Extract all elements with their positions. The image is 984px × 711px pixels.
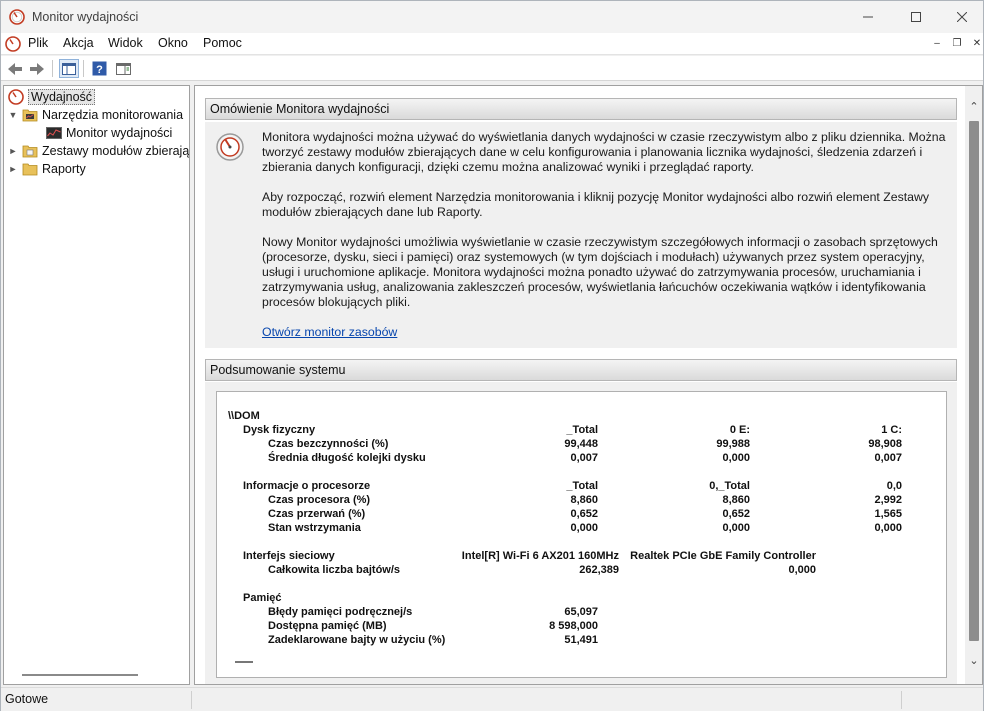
- counter-label: Czas procesora (%): [268, 494, 371, 506]
- child-restore-button[interactable]: ❐: [952, 38, 962, 49]
- menu-help[interactable]: Pomoc: [203, 36, 242, 50]
- toolbar-separator: [52, 60, 53, 77]
- overview-section-header[interactable]: Omówienie Monitora wydajności: [205, 98, 957, 120]
- counter-value: 0,000: [722, 522, 750, 534]
- counter-value: 2,992: [874, 494, 902, 506]
- perfmon-system-menu-icon[interactable]: [5, 36, 21, 52]
- tree-item-label: Raporty: [42, 162, 86, 176]
- chevron-right-icon[interactable]: ►: [8, 164, 18, 174]
- tree-item-reports[interactable]: [8, 160, 86, 178]
- tree-item-data-collector-sets[interactable]: [8, 142, 189, 160]
- menu-window[interactable]: Okno: [158, 36, 188, 50]
- content-pane: [194, 85, 983, 685]
- title-bar[interactable]: [1, 1, 983, 33]
- counter-value: 0,652: [722, 508, 750, 520]
- memory-section-title: Pamięć: [243, 592, 282, 604]
- show-hide-console-tree-icon[interactable]: [59, 59, 79, 78]
- overview-panel: [205, 122, 957, 348]
- summary-section-header[interactable]: Podsumowanie systemu: [205, 359, 957, 381]
- window-title: Monitor wydajności: [32, 10, 139, 24]
- overview-description: [262, 130, 952, 355]
- counter-label: Czas przerwań (%): [268, 508, 366, 520]
- child-minimize-button[interactable]: –: [934, 38, 940, 49]
- vertical-scrollbar[interactable]: [965, 86, 983, 684]
- menu-view[interactable]: Widok: [108, 36, 143, 50]
- minimize-button[interactable]: [845, 1, 891, 33]
- counter-label: Czas bezczynności (%): [268, 438, 389, 450]
- counter-label: Średnia długość kolejki dysku: [268, 452, 426, 464]
- counter-value: 0,007: [874, 452, 902, 464]
- counter-value: 65,097: [564, 606, 598, 618]
- counter-label: Stan wstrzymania: [268, 522, 361, 534]
- counter-value: 262,389: [579, 564, 619, 576]
- scrollbar-thumb[interactable]: [969, 121, 979, 641]
- disk-column-header: 0 E:: [729, 424, 750, 436]
- status-bar: [1, 687, 983, 711]
- counter-value: 98,908: [868, 438, 902, 450]
- counter-label: Zadeklarowane bajty w użyciu (%): [268, 634, 446, 646]
- cpu-column-header: 0,0: [886, 480, 902, 492]
- disk-section-title: Dysk fizyczny: [243, 424, 316, 436]
- tree-item-performance-monitor[interactable]: [46, 124, 172, 142]
- chevron-down-icon[interactable]: ▼: [8, 110, 18, 120]
- counter-value: 8 598,000: [549, 620, 598, 632]
- network-column-header: Realtek PCIe GbE Family Controller: [630, 550, 816, 562]
- performance-chart-icon: [46, 126, 62, 140]
- counter-value: 0,000: [788, 564, 816, 576]
- tree-item-label: Narzędzia monitorowania: [42, 108, 184, 122]
- close-button[interactable]: [939, 1, 984, 33]
- show-hide-action-pane-icon[interactable]: [113, 59, 133, 78]
- summary-panel: [205, 382, 957, 685]
- menu-file[interactable]: Plik: [28, 36, 49, 50]
- counter-label: Całkowita liczba bajtów/s: [268, 564, 401, 576]
- toolbar: [1, 56, 983, 81]
- menu-bar: [1, 33, 983, 55]
- scroll-up-icon[interactable]: ⌃: [969, 101, 979, 113]
- counter-value: 99,448: [564, 438, 598, 450]
- cpu-section-title: Informacje o procesorze: [243, 480, 371, 492]
- counter-value: 0,652: [570, 508, 598, 520]
- status-separator: [191, 691, 192, 709]
- cpu-column-header: _Total: [566, 480, 598, 492]
- tree-item-label: Monitor wydajności: [66, 126, 173, 140]
- counter-label: Błędy pamięci podręcznej/s: [268, 606, 413, 618]
- network-section-title: Interfejs sieciowy: [243, 550, 335, 562]
- folder-tools-icon: [22, 108, 38, 122]
- counter-value: 0,000: [570, 522, 598, 534]
- folder-icon: [22, 162, 38, 176]
- collapse-indicator: [235, 661, 253, 663]
- maximize-button[interactable]: [893, 1, 939, 33]
- scroll-down-icon[interactable]: ⌄: [969, 655, 979, 667]
- tree-item-label: Zestawy modułów zbierają: [42, 144, 190, 158]
- status-text: Gotowe: [5, 692, 49, 706]
- perfmon-gauge-icon: [9, 9, 25, 25]
- toolbar-separator: [83, 60, 84, 77]
- tree-item-label: Wydajność: [28, 89, 95, 105]
- overview-paragraph: Nowy Monitor wydajności umożliwia wyświetlanie w czasie rzeczywistym szczegółowych informacji o zasobach sprzętowych (procesorze, dysku, sieci i pamięci) oraz systemowych (w tym dojściach i modułach) używanych przez system operacyjny, usługi i uruchomione aplikacje. Monitora wydajności można ponadto używać do zatrzymywania procesów, uruchamiania i zatrzymywania usług, analizowania zakleszczeń procesów, wyświetlania łańcuchów oczekiwania wątków i identyfikowania procesów blokujących pliki.: [262, 235, 938, 309]
- overview-paragraph: Aby rozpocząć, rozwiń element Narzędzia monitorowania i kliknij pozycję Monitor wydajności albo rozwiń element Zestawy modułów zbierających dane lub Raporty.: [262, 190, 930, 219]
- tree-item-monitoring-tools[interactable]: [8, 106, 183, 124]
- chevron-right-icon[interactable]: ►: [8, 146, 18, 156]
- open-resource-monitor-link[interactable]: Otwórz monitor zasobów: [262, 325, 398, 339]
- counter-value: 8,860: [722, 494, 750, 506]
- console-tree[interactable]: [3, 85, 190, 685]
- counter-value: 1,565: [874, 508, 902, 520]
- cpu-column-header: 0,_Total: [709, 480, 750, 492]
- counter-value: 99,988: [716, 438, 750, 450]
- svg-text:?: ?: [95, 64, 103, 76]
- horizontal-scrollbar[interactable]: [22, 674, 138, 676]
- system-summary-report: [216, 391, 947, 678]
- perfmon-gauge-icon: [8, 89, 24, 105]
- folder-icon: [22, 144, 38, 158]
- help-icon[interactable]: [89, 59, 109, 78]
- disk-column-header: 1 C:: [881, 424, 902, 436]
- overview-paragraph: Monitora wydajności można używać do wyświetlania danych wydajności w czasie rzeczywistym albo z pliku dziennika. Można tworzyć zestawy modułów zbierających dane w celu konfigurowania i planowania licznika wydajności, śledzenia zdarzeń i zbierania danych konfiguracji, dzięki czemu można analizować wyniki i przeglądać raporty.: [262, 130, 946, 174]
- counter-value: 0,007: [570, 452, 598, 464]
- disk-column-header: _Total: [566, 424, 598, 436]
- back-arrow-icon[interactable]: [5, 59, 25, 78]
- machine-name: \\DOM: [228, 410, 260, 422]
- menu-action[interactable]: Akcja: [63, 36, 94, 50]
- counter-value: 0,000: [874, 522, 902, 534]
- status-separator: [901, 691, 902, 709]
- child-close-button[interactable]: ✕: [972, 38, 982, 49]
- network-column-header: Intel[R] Wi-Fi 6 AX201 160MHz: [461, 550, 619, 562]
- forward-arrow-icon[interactable]: [27, 59, 47, 78]
- counter-label: Dostępna pamięć (MB): [268, 620, 387, 632]
- tree-item-wydajnosc[interactable]: [8, 88, 95, 106]
- counter-value: 51,491: [564, 634, 598, 646]
- counter-value: 8,860: [570, 494, 598, 506]
- perfmon-gauge-icon: [215, 132, 245, 162]
- counter-value: 0,000: [722, 452, 750, 464]
